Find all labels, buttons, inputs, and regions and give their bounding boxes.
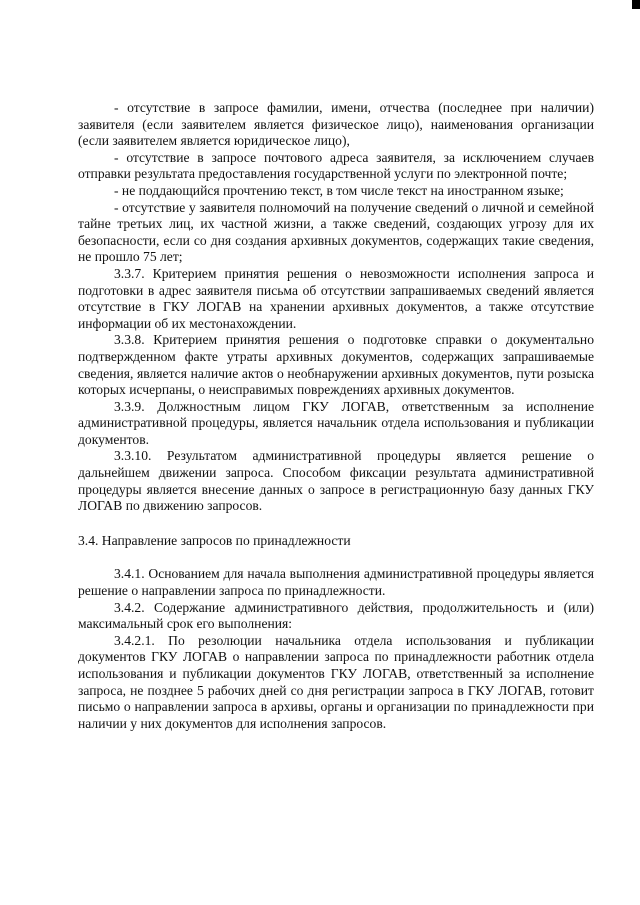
paragraph-missing-name: - отсутствие в запросе фамилии, имени, отчества (последнее при наличии) заявителя (если заявителем является физическое лицо), наименования организации (если заявителем является юридическое лицо), (78, 100, 594, 149)
paragraph-3-4-2-1: 3.4.2.1. По резолюции начальника отдела использования и публикации документов ГКУ ЛОГАВ о направлении запроса по принадлежности работник отдела использования и публикации документов ГКУ ЛОГАВ, ответственный за исполнение запроса, не позднее 5 рабочих дней со дня регистрации запроса в ГКУ ЛОГАВ, готовит письмо о направлении запроса в архивы, органы и организации по принадлежности при наличии у них документов для исполнения запросов. (78, 632, 594, 731)
paragraph-3-3-7: 3.3.7. Критерием принятия решения о невозможности исполнения запроса и подготовки в адрес заявителя письма об отсутствии запрашиваемых сведений является отсутствие в ГКУ ЛОГАВ на хранении архивных документов, а также отсутствие информации об их местонахождении. (78, 265, 594, 331)
paragraph-3-3-9: 3.3.9. Должностным лицом ГКУ ЛОГАВ, ответственным за исполнение административной процедуры, является начальник отдела использования и публикации документов. (78, 398, 594, 447)
paragraph-missing-address: - отсутствие в запросе почтового адреса заявителя, за исключением случаев отправки результата предоставления государственной услуги по электронной почте; (78, 149, 594, 182)
paragraph-3-3-10: 3.3.10. Результатом административной процедуры является решение о дальнейшем движении запроса. Способом фиксации результата административной процедуры является внесение данных о запросе в регистрационную базу данных ГКУ ЛОГАВ по движению запросов. (78, 448, 594, 514)
paragraph-3-4-2: 3.4.2. Содержание административного действия, продолжительность и (или) максимальный срок его выполнения: (78, 599, 594, 632)
paragraph-unreadable-text: - не поддающийся прочтению текст, в том числе текст на иностранном языке; (114, 182, 564, 198)
paragraph-3-4-1: 3.4.1. Основанием для начала выполнения административной процедуры является решение о направлении запроса по принадлежности. (78, 566, 594, 599)
scan-corner-mark (632, 0, 640, 9)
paragraph-3-3-8: 3.3.8. Критерием принятия решения о подготовке справки о документально подтвержденном факте утраты архивных документов, содержащих запрашиваемые сведения, является наличие актов о необнаружении архивных документов, пути розыска которых исчерпаны, о неисправимых повреждениях архивных документов. (78, 332, 594, 398)
document-page (78, 100, 594, 732)
section-heading-3-4: 3.4. Направление запросов по принадлежности (78, 532, 351, 548)
paragraph-no-authority: - отсутствие у заявителя полномочий на получение сведений о личной и семейной тайне третьих лиц, их частной жизни, а также сведений, создающих угрозу для их безопасности, если со дня создания архивных документов, содержащих такие сведения, не прошло 75 лет; (78, 199, 594, 265)
